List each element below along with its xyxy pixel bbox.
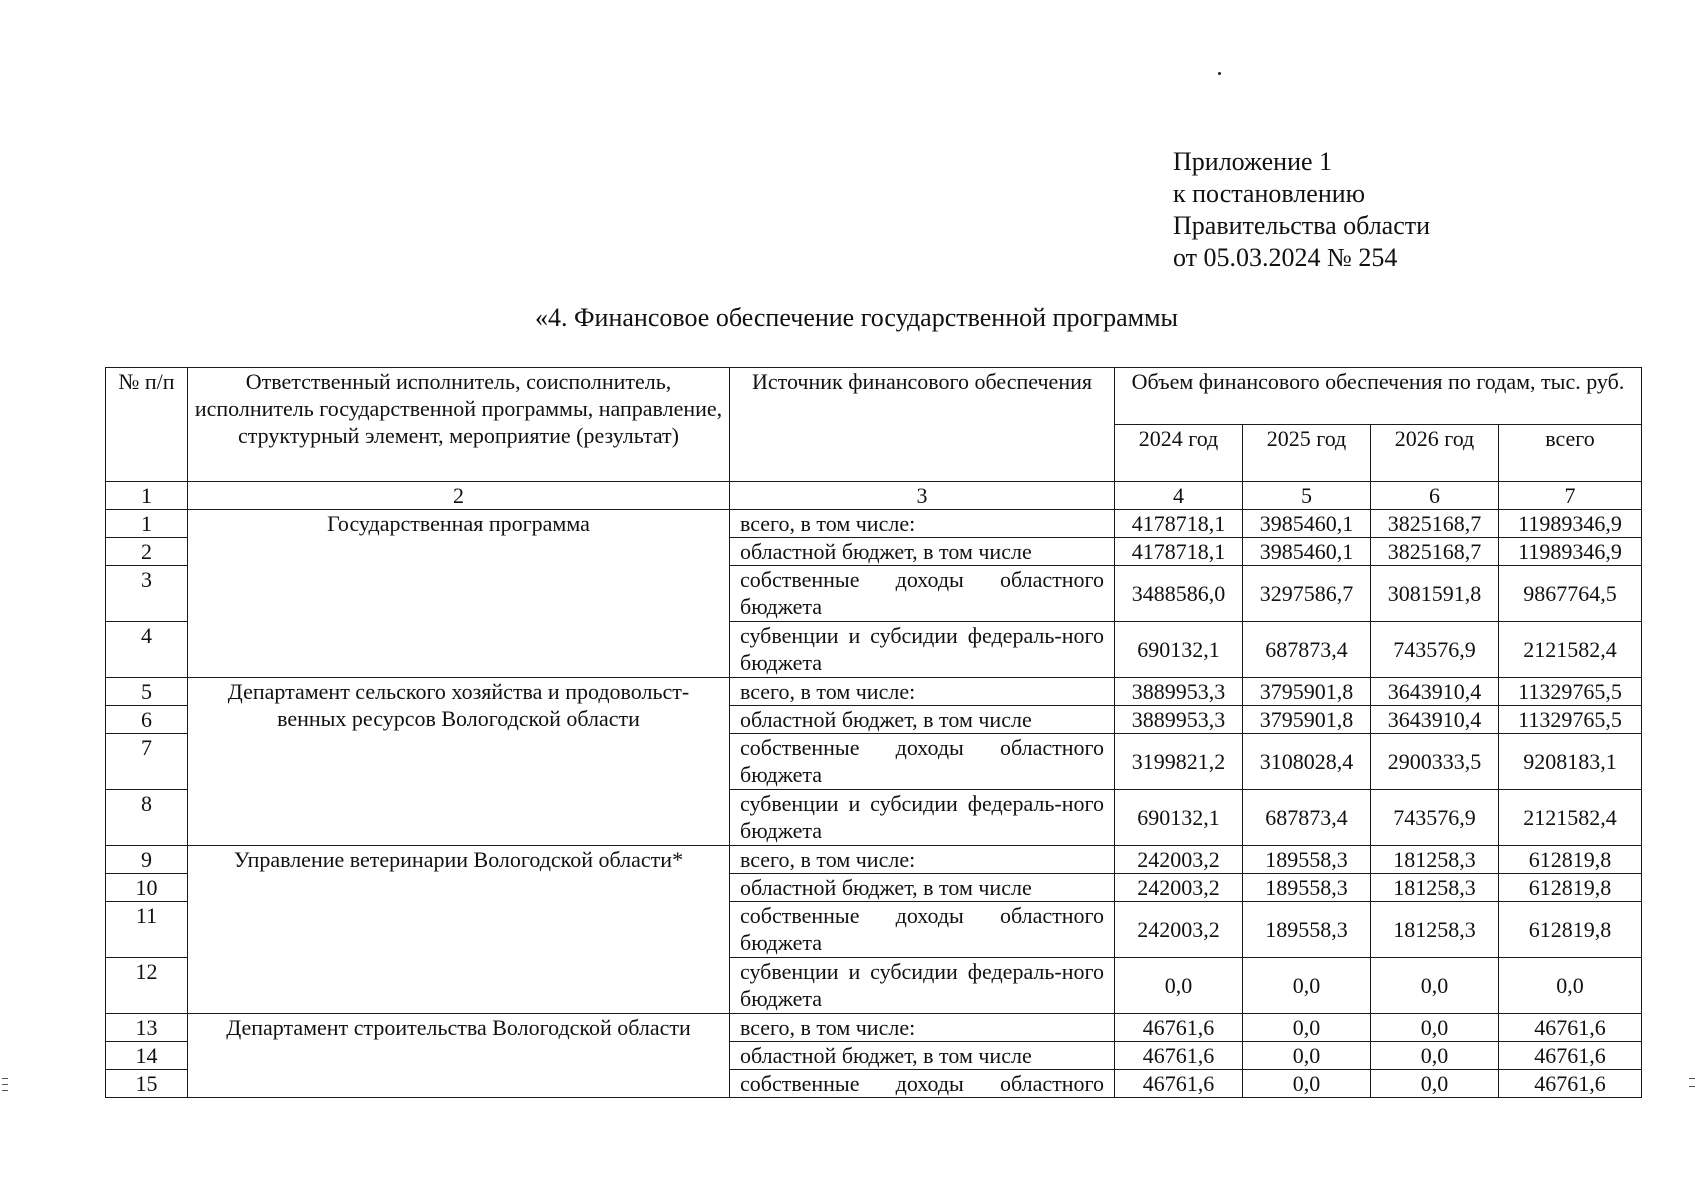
executor-cell: Департамент сельского хозяйства и продовольст-венных ресурсов Вологодской области [188,678,730,846]
header-num: № п/п [106,368,188,482]
source-cell: собственные доходы областного бюджета [730,734,1115,790]
executor-cell: Департамент строительства Вологодской области [188,1014,730,1098]
source-cell: всего, в том числе: [730,510,1115,538]
source-cell: субвенции и субсидии федераль-ного бюджета [730,622,1115,678]
value-2026: 2900333,5 [1371,734,1499,790]
source-cell: областной бюджет, в том числе [730,1042,1115,1070]
value-2025: 687873,4 [1243,790,1371,846]
value-total: 11989346,9 [1499,538,1642,566]
annex-line-3: Правительства области [1173,211,1431,240]
value-2024: 242003,2 [1115,846,1243,874]
value-total: 9208183,1 [1499,734,1642,790]
source-cell: собственные доходы областного бюджета [730,566,1115,622]
value-2026: 743576,9 [1371,622,1499,678]
header-year-2025: 2025 год [1243,425,1371,482]
header-total: всего [1499,425,1642,482]
source-cell: всего, в том числе: [730,678,1115,706]
row-number: 1 [106,510,188,538]
table-row [106,678,1642,706]
value-2025: 3108028,4 [1243,734,1371,790]
value-2025: 3985460,1 [1243,510,1371,538]
value-2025: 3795901,8 [1243,678,1371,706]
value-2026: 181258,3 [1371,874,1499,902]
value-2026: 0,0 [1371,958,1499,1014]
scan-edge-mark [1689,1078,1695,1079]
scan-speck [1218,72,1221,75]
value-2026: 3643910,4 [1371,706,1499,734]
colnum: 5 [1243,482,1371,510]
value-2024: 690132,1 [1115,622,1243,678]
row-number: 7 [106,734,188,790]
colnum: 4 [1115,482,1243,510]
value-2025: 687873,4 [1243,622,1371,678]
value-total: 612819,8 [1499,874,1642,902]
value-2024: 0,0 [1115,958,1243,1014]
scan-edge-mark [2,1078,8,1079]
value-total: 46761,6 [1499,1042,1642,1070]
value-2025: 189558,3 [1243,846,1371,874]
value-2024: 242003,2 [1115,902,1243,958]
value-total: 612819,8 [1499,846,1642,874]
value-2025: 3297586,7 [1243,566,1371,622]
value-2024: 4178718,1 [1115,510,1243,538]
value-total: 612819,8 [1499,902,1642,958]
table-row [106,846,1642,874]
value-total: 11329765,5 [1499,706,1642,734]
row-number: 6 [106,706,188,734]
row-number: 5 [106,678,188,706]
header-year-2026: 2026 год [1371,425,1499,482]
section-heading: «4. Финансовое обеспечение государственной программы [535,303,1179,332]
annex-block [1173,146,1430,274]
source-cell: субвенции и субсидии федераль-ного бюджета [730,790,1115,846]
colnum: 7 [1499,482,1642,510]
header-source: Источник финансового обеспечения [730,368,1115,482]
colnum: 1 [106,482,188,510]
value-2025: 0,0 [1243,958,1371,1014]
row-number: 3 [106,566,188,622]
value-2024: 242003,2 [1115,874,1243,902]
value-2025: 189558,3 [1243,874,1371,902]
scan-edge-mark [1689,1086,1695,1087]
header-volume: Объем финансового обеспечения по годам, тыс. руб. [1115,368,1642,425]
row-number: 15 [106,1070,188,1098]
value-2024: 3199821,2 [1115,734,1243,790]
value-total: 11329765,5 [1499,678,1642,706]
value-2026: 181258,3 [1371,846,1499,874]
source-cell: областной бюджет, в том числе [730,874,1115,902]
row-number: 4 [106,622,188,678]
row-number: 13 [106,1014,188,1042]
header-executor: Ответственный исполнитель, соисполнитель, исполнитель государственной программы, направление, структурный элемент, мероприятие (результат) [188,368,730,482]
value-2025: 0,0 [1243,1014,1371,1042]
value-2024: 3488586,0 [1115,566,1243,622]
value-2024: 3889953,3 [1115,678,1243,706]
value-2026: 0,0 [1371,1042,1499,1070]
value-2024: 3889953,3 [1115,706,1243,734]
value-2024: 690132,1 [1115,790,1243,846]
value-2026: 0,0 [1371,1070,1499,1098]
financing-table [105,367,1642,1098]
value-total: 0,0 [1499,958,1642,1014]
value-2026: 0,0 [1371,1014,1499,1042]
colnum: 2 [188,482,730,510]
value-2026: 3081591,8 [1371,566,1499,622]
source-cell: всего, в том числе: [730,1014,1115,1042]
header-year-2024: 2024 год [1115,425,1243,482]
executor-cell: Государственная программа [188,510,730,678]
row-number: 9 [106,846,188,874]
annex-line-1: Приложение 1 [1173,147,1333,176]
row-number: 8 [106,790,188,846]
value-total: 46761,6 [1499,1014,1642,1042]
value-2025: 3795901,8 [1243,706,1371,734]
annex-line-4: от 05.03.2024 № 254 [1173,243,1398,272]
value-total: 46761,6 [1499,1070,1642,1098]
value-2024: 46761,6 [1115,1042,1243,1070]
value-2026: 181258,3 [1371,902,1499,958]
colnum: 6 [1371,482,1499,510]
row-number: 11 [106,902,188,958]
scan-edge-mark [2,1090,8,1091]
source-cell: собственные доходы областного бюджета [730,902,1115,958]
value-2024: 46761,6 [1115,1014,1243,1042]
source-cell: областной бюджет, в том числе [730,706,1115,734]
value-2026: 743576,9 [1371,790,1499,846]
value-2025: 189558,3 [1243,902,1371,958]
row-number: 10 [106,874,188,902]
source-cell: областной бюджет, в том числе [730,538,1115,566]
value-2024: 4178718,1 [1115,538,1243,566]
value-2026: 3825168,7 [1371,510,1499,538]
value-2025: 0,0 [1243,1070,1371,1098]
annex-line-2: к постановлению [1173,179,1366,208]
row-number: 14 [106,1042,188,1070]
value-2025: 0,0 [1243,1042,1371,1070]
executor-cell: Управление ветеринарии Вологодской области* [188,846,730,1014]
value-2026: 3643910,4 [1371,678,1499,706]
value-2025: 3985460,1 [1243,538,1371,566]
value-total: 2121582,4 [1499,622,1642,678]
row-number: 12 [106,958,188,1014]
value-2024: 46761,6 [1115,1070,1243,1098]
value-total: 9867764,5 [1499,566,1642,622]
scan-edge-mark [2,1084,8,1085]
colnum: 3 [730,482,1115,510]
column-number-row [106,482,1642,510]
value-2026: 3825168,7 [1371,538,1499,566]
table-row [106,510,1642,538]
source-cell: субвенции и субсидии федераль-ного бюджета [730,958,1115,1014]
row-number: 2 [106,538,188,566]
source-cell: всего, в том числе: [730,846,1115,874]
value-total: 11989346,9 [1499,510,1642,538]
value-total: 2121582,4 [1499,790,1642,846]
source-cell: собственные доходы областного [730,1070,1115,1098]
table-row [106,1014,1642,1042]
